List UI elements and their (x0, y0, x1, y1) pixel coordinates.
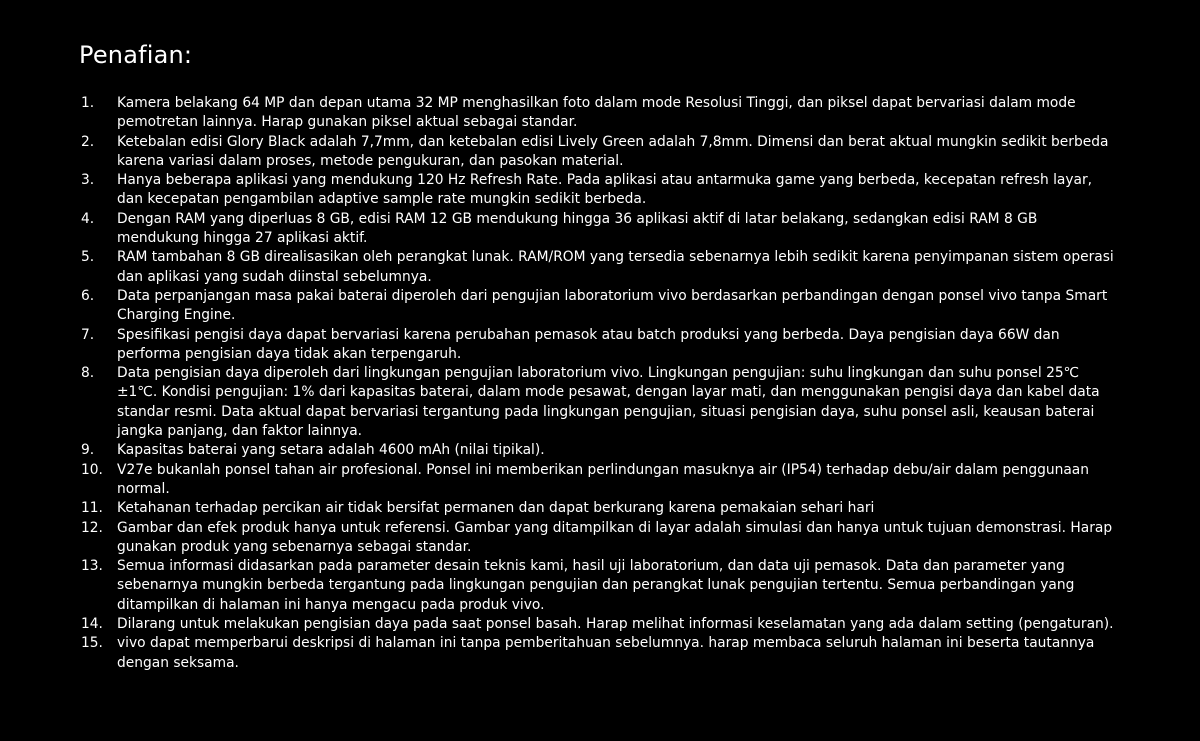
disclaimer-item (79, 499, 1120, 518)
item-number: 4. (81, 210, 95, 227)
disclaimer-item (79, 519, 1120, 558)
item-text: Semua informasi didasarkan pada parameter desain teknis kami, hasil uji laboratorium, dan data uji pemasok. Data dan parameter yang sebenarnya mungkin berbeda tergantung pada lingkungan pengujian dan perangkat lunak pengujian tertentu. Semua perbandingan yang ditampilkan di halaman ini hanya mengacu pada produk vivo. (117, 558, 1075, 613)
item-text: Dengan RAM yang diperluas 8 GB, edisi RAM 12 GB mendukung hingga 36 aplikasi aktif di latar belakang, sedangkan edisi RAM 8 GB mendukung hingga 27 aplikasi aktif. (117, 210, 1038, 247)
item-number: 14. (81, 616, 103, 633)
item-text: V27e bukanlah ponsel tahan air profesional. Ponsel ini memberikan perlindungan masuknya air (IP54) terhadap debu/air dalam penggunaan normal. (117, 461, 1089, 497)
item-text: Kamera belakang 64 MP dan depan utama 32 MP menghasilkan foto dalam mode Resolusi Tinggi, dan piksel dapat bervariasi dalam mode pemotretan lainnya. Harap gunakan piksel aktual sebagai standar. (117, 95, 1076, 131)
item-number: 11. (81, 500, 103, 517)
disclaimer-item (79, 94, 1120, 133)
item-text: Data perpanjangan masa pakai baterai diperoleh dari pengujian laboratorium vivo berdasarkan perbandingan dengan ponsel vivo tanpa Smart Charging Engine. (117, 287, 1108, 324)
disclaimer-item (79, 557, 1120, 615)
disclaimer-title: Penafian: (79, 41, 193, 69)
item-number: 9. (81, 442, 95, 459)
item-number: 2. (81, 133, 95, 150)
disclaimer-item (79, 441, 1120, 460)
disclaimer-item (79, 461, 1120, 500)
disclaimer-item (79, 287, 1120, 326)
item-number: 5. (81, 249, 95, 266)
disclaimer-item (79, 615, 1120, 634)
item-number: 6. (81, 287, 95, 304)
item-text: Data pengisian daya diperoleh dari lingkungan pengujian laboratorium vivo. Lingkungan pengujian: suhu lingkungan dan suhu ponsel 25℃±1℃. Kondisi pengujian: 1% dari kapasitas baterai, dalam mode pesawat, dengan layar mati, dan menggunakan pengisi daya dan kabel data standar resmi. Data aktual dapat bervariasi tergantung pada lingkungan pengujian, situasi pengisian daya, suhu ponsel asli, keausan baterai jangka panjang, dan faktor lainnya. (117, 365, 1100, 440)
disclaimer-item (79, 634, 1120, 673)
disclaimer-item (79, 171, 1120, 210)
item-text: Gambar dan efek produk hanya untuk referensi. Gambar yang ditampilkan di layar adalah simulasi dan hanya untuk tujuan demonstrasi. Harap gunakan produk yang sebenarnya sebagai standar. (117, 519, 1113, 555)
item-text: Hanya beberapa aplikasi yang mendukung 120 Hz Refresh Rate. Pada aplikasi atau antarmuka game yang berbeda, kecepatan refresh layar, dan kecepatan pengambilan adaptive sample rate mungkin sedikit berbeda. (117, 172, 1093, 208)
item-text: vivo dapat memperbarui deskripsi di halaman ini tanpa pemberitahuan sebelumnya. harap membaca seluruh halaman ini beserta tautannya dengan seksama. (117, 635, 1095, 671)
item-text: Dilarang untuk melakukan pengisian daya pada saat ponsel basah. Harap melihat informasi keselamatan yang ada dalam setting (pengaturan). (117, 616, 1114, 633)
disclaimer-item (79, 248, 1120, 287)
item-text: Kapasitas baterai yang setara adalah 4600 mAh (nilai tipikal). (117, 442, 545, 459)
item-text: RAM tambahan 8 GB direalisasikan oleh perangkat lunak. RAM/ROM yang tersedia sebenarnya lebih sedikit karena penyimpanan sistem operasi dan aplikasi yang sudah diinstal sebelumnya. (117, 249, 1114, 285)
disclaimer-item (79, 210, 1120, 249)
item-text: Ketebalan edisi Glory Black adalah 7,7mm, dan ketebalan edisi Lively Green adalah 7,8mm. Dimensi dan berat aktual mungkin sedikit berbeda karena variasi dalam proses, metode pengukuran, dan pasokan material. (117, 133, 1109, 169)
disclaimer-item (79, 364, 1120, 441)
disclaimer-item (79, 133, 1120, 172)
item-number: 8. (81, 365, 95, 382)
item-number: 1. (81, 95, 95, 111)
item-number: 12. (81, 519, 103, 536)
item-text: Ketahanan terhadap percikan air tidak bersifat permanen dan dapat berkurang karena pemakaian sehari hari (117, 500, 875, 517)
disclaimer-item (79, 326, 1120, 365)
item-number: 13. (81, 558, 103, 575)
item-number: 10. (81, 461, 103, 478)
item-text: Spesifikasi pengisi daya dapat bervariasi karena perubahan pemasok atau batch produksi yang berbeda. Daya pengisian daya 66W dan performa pengisian daya tidak akan terpengaruh. (117, 326, 1060, 362)
item-number: 7. (81, 326, 95, 343)
disclaimer-list (79, 94, 1120, 673)
item-number: 15. (81, 635, 103, 652)
item-number: 3. (81, 172, 95, 189)
